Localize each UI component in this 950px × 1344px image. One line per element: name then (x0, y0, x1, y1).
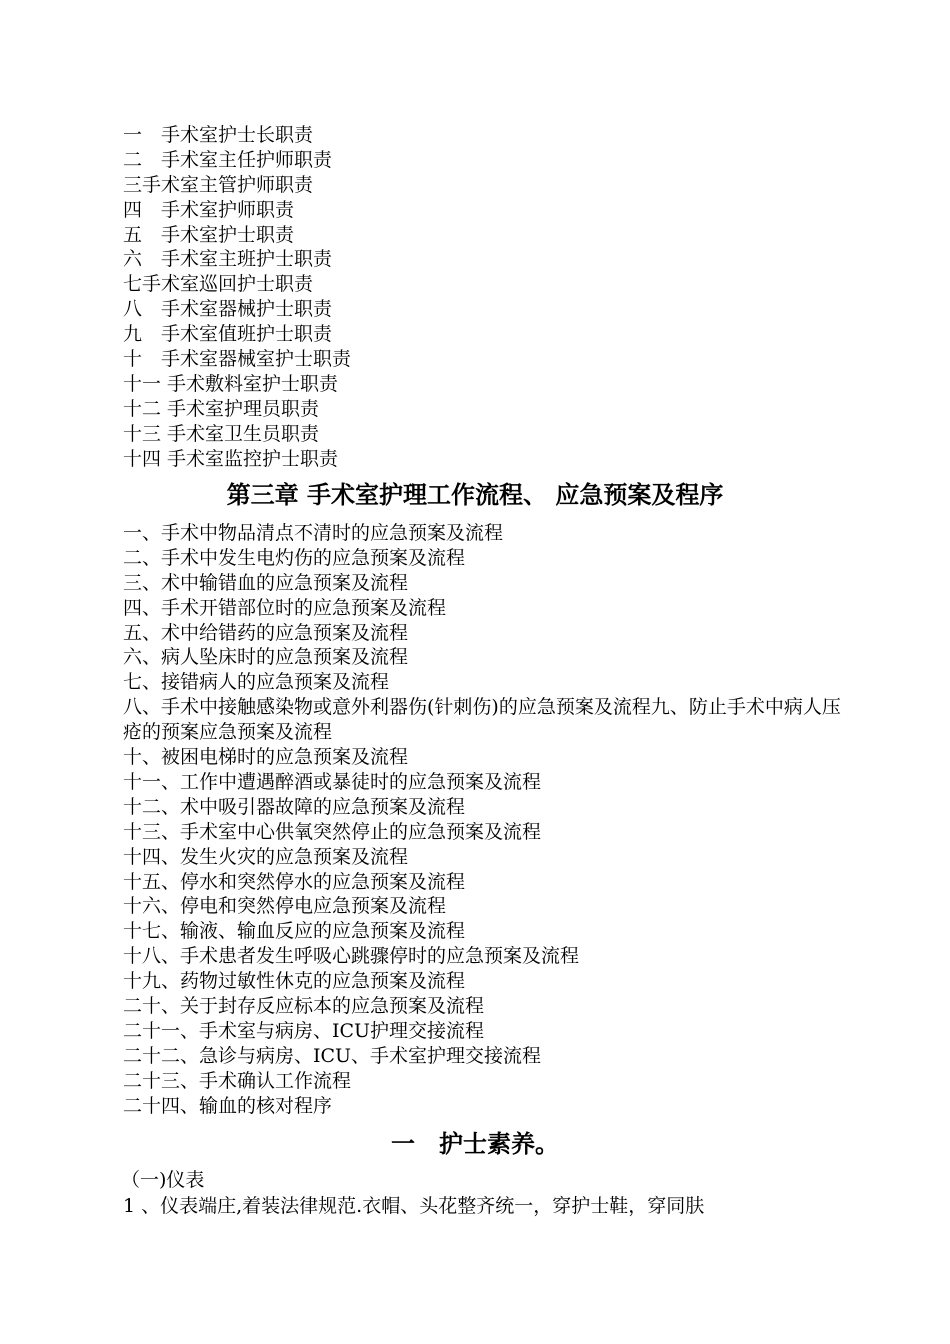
chapter-3-list-item: 二十四、输血的核对程序 (123, 1094, 333, 1117)
section-subheading: （一)仪表 (121, 1169, 205, 1191)
chapter-3-list-item: 八、手术中接触感染物或意外利器伤(针刺伤)的应急预案及流程九、防止手术中病人压疮的预案应急预案及流程 (123, 696, 841, 744)
chapter-3-list-item: 十九、药物过敏性休克的应急预案及流程 (123, 970, 466, 993)
duties-list-item: 三手术室主管护师职责 (123, 173, 314, 196)
duties-list-item: 十 手术室器械室护士职责 (123, 348, 352, 371)
duties-list-item: 十一 手术敷料室护士职责 (123, 372, 339, 395)
chapter-3-list-item: 五、术中给错药的应急预案及流程 (123, 621, 409, 644)
duties-list-item: 六 手术室主班护士职责 (123, 248, 333, 271)
duties-list-item: 八 手术室器械护士职责 (123, 298, 333, 321)
chapter-3-list-item: 十六、停电和突然停电应急预案及流程 (123, 895, 447, 918)
chapter-3-list-item: 二、手术中发生电灼伤的应急预案及流程 (123, 546, 466, 569)
chapter-3-list-item: 六、病人坠床时的应急预案及流程 (123, 646, 409, 669)
duties-list-item: 二 手术室主任护师职责 (123, 148, 333, 171)
duties-list-item: 九 手术室值班护士职责 (123, 323, 333, 346)
section-1-title: 一 护士素养。 (391, 1130, 559, 1158)
chapter-3-list-item: 二十三、手术确认工作流程 (123, 1069, 352, 1092)
duties-list-item: 一 手术室护士长职责 (123, 124, 314, 146)
chapter-3-list-item: 二十一、手术室与病房、ICU护理交接流程 (123, 1019, 485, 1042)
body-paragraph: 1 、仪表端庄,着装法律规范.衣帽、头花整齐统一，穿护士鞋，穿同肤 (123, 1195, 705, 1217)
chapter-3-list-item: 四、手术开错部位时的应急预案及流程 (123, 596, 447, 619)
chapter-3-list-item: 三、术中输错血的应急预案及流程 (123, 571, 409, 594)
duties-list-item: 十二 手术室护理员职责 (123, 397, 320, 420)
chapter-3-list-item: 十二、术中吸引器故障的应急预案及流程 (123, 795, 466, 818)
duties-list-item: 七手术室巡回护士职责 (123, 273, 314, 296)
duties-list-item: 十四 手术室监控护士职责 (123, 447, 339, 470)
chapter-3-list-item: 十三、手术室中心供氧突然停止的应急预案及流程 (123, 820, 542, 843)
chapter-3-list-item: 十、被困电梯时的应急预案及流程 (123, 746, 409, 769)
chapter-3-list-item: 二十、关于封存反应标本的应急预案及流程 (123, 994, 485, 1017)
chapter-3-list-item: 十五、停水和突然停水的应急预案及流程 (123, 870, 466, 893)
chapter-3-list-item: 一、手术中物品清点不清时的应急预案及流程 (123, 522, 504, 544)
duties-list (123, 123, 351, 471)
duties-list-item: 五 手术室护士职责 (123, 223, 295, 246)
chapter-3-title: 第三章 手术室护理工作流程、 应急预案及程序 (226, 481, 724, 509)
chapter-3-list-item: 二十二、急诊与病房、ICU、手术室护理交接流程 (123, 1044, 542, 1067)
chapter-3-list (123, 521, 843, 1118)
duties-list-item: 十三 手术室卫生员职责 (123, 422, 320, 445)
chapter-3-list-item: 十七、输液、输血反应的应急预案及流程 (123, 920, 466, 943)
chapter-3-list-item: 十八、手术患者发生呼吸心跳骤停时的应急预案及流程 (123, 945, 580, 968)
chapter-3-list-item: 七、接错病人的应急预案及流程 (123, 671, 390, 694)
duties-list-item: 四 手术室护师职责 (123, 198, 295, 221)
chapter-3-list-item: 十一、工作中遭遇醉酒或暴徒时的应急预案及流程 (123, 770, 542, 793)
chapter-3-list-item: 十四、发生火灾的应急预案及流程 (123, 845, 409, 868)
